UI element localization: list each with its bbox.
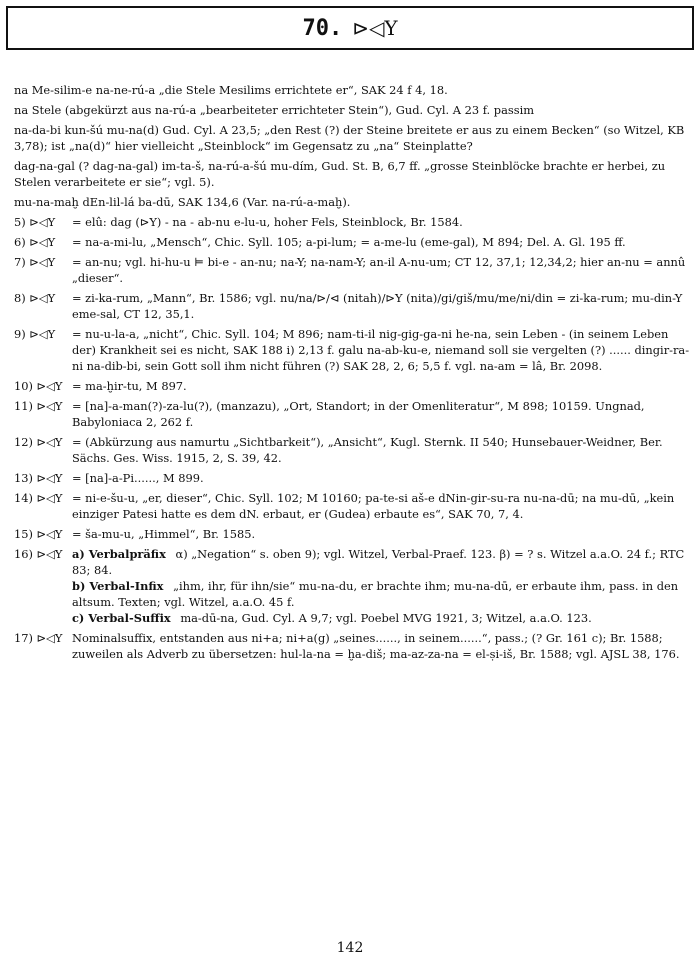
entry-text: = ša-mu-u, „Himmel“, Br. 1585. bbox=[72, 527, 256, 541]
subentry-label: c) Verbal-Suffix bbox=[72, 611, 171, 625]
subentry-label: a) Verbalpräfix bbox=[72, 547, 166, 561]
entry-text bbox=[72, 546, 690, 626]
entry-12 bbox=[14, 434, 690, 466]
entry-text: Nominalsuffix, entstanden aus ni+a; ni+a(g) „seines......, in seinem......“, pass.; (? Gr. 161 c); Br. 1588; zuweilen als Adverb zu übersetzen: hul-la-na = ḫa-diš; ma-az-za-na = el-ṣi-iš, Br. 1588; vgl. AJSL 38, 176. bbox=[72, 631, 680, 661]
subentry-text: „ihm, ihr, für ihn/sie“ mu-na-du, er brachte ihm; mu-na-dū, er erbaute ihm, pass. in den altsum. Texten; vgl. Witzel, a.a.O. 45 f. bbox=[72, 579, 679, 609]
subentry-verbal-suffix bbox=[72, 610, 690, 626]
subentry-verbal-prefix bbox=[72, 546, 690, 578]
entry-11 bbox=[14, 398, 690, 430]
entry-number: 8) ⊳◁Y bbox=[14, 291, 56, 305]
entry-number: 15) ⊳◁Y bbox=[14, 527, 63, 541]
entry-number: 6) ⊳◁Y bbox=[14, 235, 56, 249]
entry-text: = elû: dag (⊳Y) - na - ab-nu e-lu-u, hoher Fels, Steinblock, Br. 1584. bbox=[72, 215, 463, 229]
entry-10 bbox=[14, 378, 690, 394]
entry-6 bbox=[14, 234, 690, 250]
entry-8 bbox=[14, 290, 690, 322]
entry-9 bbox=[14, 326, 690, 374]
entry-text: = nu-u-la-a, „nicht“, Chic. Syll. 104; M 896; nam-ti-il nig-gig-ga-ni he-na, sein Leben - (in seinem Leben der) Krankheit sei es nicht, SAK 188 i) 2,13 f. galu na-ab-ku-e, niemand soll sie vergelten (?) ...... dingir-ra-ni na-dib-bi, sein Gott soll ihm nicht führen (?) SAK 28, 2, 6; 5,5 f. vgl. na-am = lâ, Br. 2098. bbox=[72, 327, 690, 373]
entry-text: = ma-ḫir-tu, M 897. bbox=[72, 379, 187, 393]
entry-number: 5) ⊳◁Y bbox=[14, 215, 56, 229]
entry-number: 11) ⊳◁Y bbox=[14, 399, 63, 413]
entry-text: = na-a-mi-lu, „Mensch“, Chic. Syll. 105; a-pi-lum; = a-me-lu (eme-gal), M 894; Del. A. Gl. 195 ff. bbox=[72, 235, 626, 249]
intro-line: na-da-bi kun-šú mu-na(d) Gud. Cyl. A 23,5; „den Rest (?) der Steine breitete er aus zu einem Becken“ (so Witzel, KB 3,78); ist „na(d)“ hier vielleicht „Steinblock“ im Gegensatz zu „na“ Steinplatte? bbox=[14, 123, 685, 153]
entry-number: 7) ⊳◁Y bbox=[14, 255, 56, 269]
entry-number: 16) ⊳◁Y bbox=[14, 547, 63, 561]
page-header-number: 70. bbox=[302, 15, 343, 41]
entry-text: = ni-e-šu-u, „er, dieser“, Chic. Syll. 102; M 10160; pa-te-si aš-e dNin-gir-su-ra nu-na-dū; na mu-dū, „kein einziger Patesi hatte es dem dN. erbaut, er (Gudea) erbaute es“, SAK 70, 7, 4. bbox=[72, 491, 675, 521]
entry-text: = (Abkürzung aus namurtu „Sichtbarkeit“), „Ansicht“, Kugl. Sternk. II 540; Hunsebauer-Weidner, Ber. Sächs. Ges. Wiss. 1915, 2, S. 39, 42. bbox=[72, 435, 663, 465]
page-number: 142 bbox=[336, 940, 364, 956]
intro-line: na Stele (abgekürzt aus na-rú-a „bearbeiteter errichteter Stein“), Gud. Cyl. A 23 f. passim bbox=[14, 103, 535, 117]
subentry-label: b) Verbal-Infix bbox=[72, 579, 164, 593]
entry-number: 10) ⊳◁Y bbox=[14, 379, 63, 393]
intro-line: mu-na-maḫ dEn-lil-lá ba-dū, SAK 134,6 (Var. na-rú-a-maḫ). bbox=[14, 195, 351, 209]
intro-line: dag-na-gal (? dag-na-gal) im-ta-š, na-rú-a-šú mu-dím, Gud. St. B, 6,7 ff. „grosse Steinblöcke brachte er herbei, zu Stelen verarbeitete er sie“; vgl. 5). bbox=[14, 159, 666, 189]
document-body bbox=[14, 82, 690, 666]
entry-number: 13) ⊳◁Y bbox=[14, 471, 63, 485]
entry-13 bbox=[14, 470, 690, 486]
entry-16 bbox=[14, 546, 690, 626]
page-header-box bbox=[6, 6, 694, 50]
entry-7 bbox=[14, 254, 690, 286]
entry-text: = [na]-a-Pi......, M 899. bbox=[72, 471, 204, 485]
entry-15 bbox=[14, 526, 690, 542]
intro-line: na Me-silim-e na-ne-rú-a „die Stele Mesilims errichtete er“, SAK 24 f 4, 18. bbox=[14, 83, 448, 97]
entry-17 bbox=[14, 630, 690, 662]
entry-number: 14) ⊳◁Y bbox=[14, 491, 63, 505]
entry-text: = an-nu; vgl. hi-hu-u ⊨ bi-e - an-nu; na-Y; na-nam-Y; an-il A-nu-um; CT 12, 37,1; 12,34,2; hier an-nu = annû „dieser“. bbox=[72, 255, 686, 285]
entry-5 bbox=[14, 214, 690, 230]
entry-number: 12) ⊳◁Y bbox=[14, 435, 63, 449]
cuneiform-sign-heading: ⊳◁Y bbox=[352, 16, 398, 40]
subentry-text: ma-dū-na, Gud. Cyl. A 9,7; vgl. Poebel MVG 1921, 3; Witzel, a.a.O. 123. bbox=[180, 611, 592, 625]
entry-number: 17) ⊳◁Y bbox=[14, 631, 63, 645]
entry-14 bbox=[14, 490, 690, 522]
subentry-verbal-infix bbox=[72, 578, 690, 610]
entry-number: 9) ⊳◁Y bbox=[14, 327, 56, 341]
subentry-text: α) „Negation“ s. oben 9); vgl. Witzel, Verbal-Praef. 123. β) = ? s. Witzel a.a.O. 24 f.; RTC 83; 84. bbox=[72, 547, 685, 577]
entry-text: = [na]-a-man(?)-za-lu(?), (manzazu), „Ort, Standort; in der Omenliteratur“, M 898; 10159. Ungnad, Babyloniaca 2, 262 f. bbox=[72, 399, 645, 429]
entry-text: = zi-ka-rum, „Mann“, Br. 1586; vgl. nu/na/⊳/⊲ (nitah)/⊳Y (nita)/gi/giš/mu/me/ni/din = zi-ka-rum; mu-din-Y eme-sal, CT 12, 35,1. bbox=[72, 291, 683, 321]
